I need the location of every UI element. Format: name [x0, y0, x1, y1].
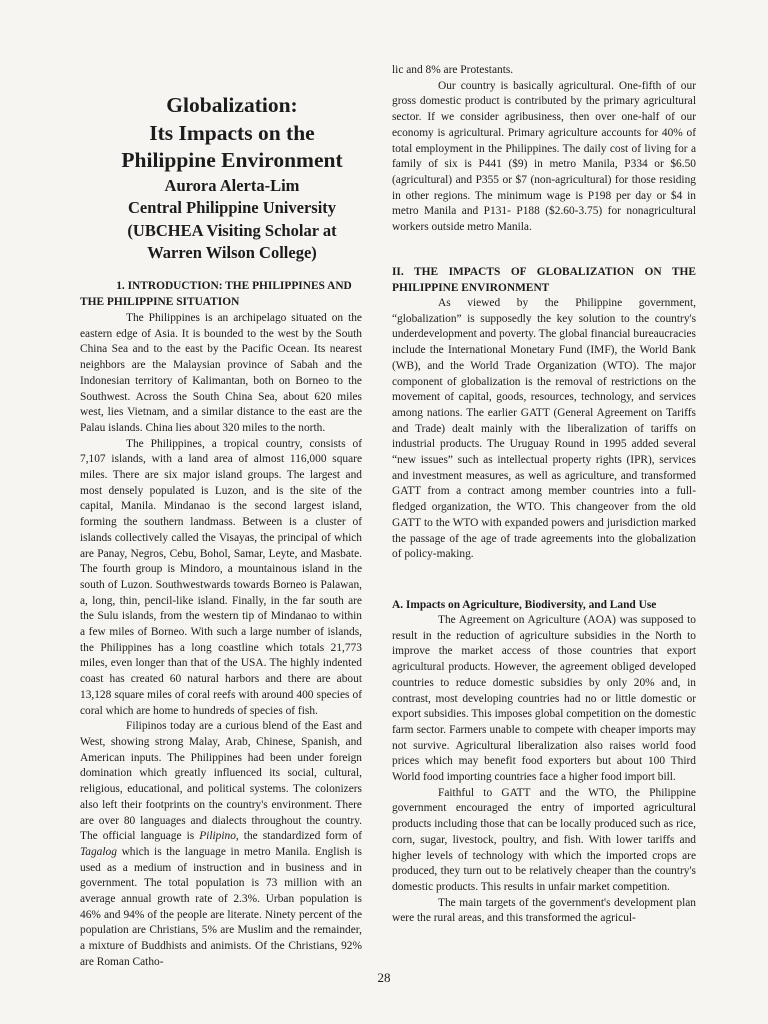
- author-note-2: Warren Wilson College): [147, 243, 317, 262]
- left-column-body: [80, 311, 362, 971]
- paragraph: lic and 8% are Protestants.: [392, 64, 514, 76]
- paragraph: The Agreement on Agriculture (AOA) was supposed to result in the reduction of agriculture subsidies in the North to improve the market access of those countries that export agricultural products. However, the agreement obliged developed countries to reduce domestic subsidies by only 20% and, in contrast, most developing countries had no or little domestic or export subsidies. This imposes global competition on the domestic farm sector. Farmers unable to compete with cheaper imports may not survive. Agricultural liberalization also raises world food prices which may benefit food exporters but about 100 Third World food importing countries face a higher food import bill.: [392, 614, 696, 784]
- section-1-heading-line-2: THE PHILIPPINE SITUATION: [80, 296, 240, 308]
- right-column-mid: [392, 296, 696, 563]
- paragraph: As viewed by the Philippine government, “globalization” is supposedly the key solution to the country's underdevelopment and poverty. The global financial bureaucracies include the International Monetary Fund (IMF), the World Bank (WB), and the World Trade Organization (WTO). The major component of globalization is the removal of restrictions on the movement of capital, goods, resources, technology, and services among nations. The earlier GATT (General Agreement on Tariffs and Trade) dealt mainly with the liberalization of tariffs on industrial products. The Uruguay Round in 1995 added several “new issues” such as intellectual property rights (IPR), services and investment measures, as well as agriculture, and transformed GATT from a contract among member countries into a full-fledged organization, the WTO. This changeover from the old GATT to the WTO with expanded powers and jurisdiction marked the passage of the age of trade agreements into the globalization of policy-making.: [392, 297, 696, 561]
- title-line-2: Its Impacts on the: [149, 120, 315, 145]
- section-1-heading: [80, 278, 362, 310]
- title-line-1: Globalization:: [166, 93, 298, 117]
- paragraph: Our country is basically agricultural. One-fifth of our gross domestic product is contributed by the primary agricultural sector. If we consider agribusiness, then over one-half of our economy is agricultural. Primary agriculture accounts for 40% of total employment in the Philippines. The daily cost of living for a family of six is P441 ($9) in metro Manila, P334 or $6.50 (agricultural) and P355 or $7 (non-agricultural) for those residing in other regions. The minimum wage is P198 per day or $4 in metro Manila and P131- P188 ($2.60-3.75) for nonagricultural workers outside metro Manila.: [392, 79, 696, 234]
- author-affiliation: Central Philippine University: [127, 198, 337, 217]
- right-column-bottom: [392, 613, 696, 927]
- paragraph: The main targets of the government's development plan were the rural areas, and this transformed the agricul-: [392, 896, 696, 925]
- section-a-heading: A. Impacts on Agriculture, Biodiversity, and Land Use: [392, 599, 657, 611]
- author-name: Aurora Alerta-Lim: [164, 175, 300, 195]
- right-column-top: [392, 63, 696, 236]
- section-1-heading-line-1: 1. INTRODUCTION: THE PHILIPPINES AND: [116, 280, 352, 292]
- page-number: 28: [377, 970, 391, 985]
- paragraph: Filipinos today are a curious blend of the East and West, showing strong Malay, Arab, Chinese, Spanish, and American inputs. The Philippines had been under foreign domination which greatly influenced its social, cultural, religious, educational, and political systems. The colonizers also left their footprints on the country's environment. There are over 80 languages and dialects throughout the country. The official language is Pilipino, the standardized form of Tagalog which is the language in metro Manila. English is used as a medium of instruction and in business and in government. The total population is 73 million with an average annual growth rate of 2.3%. Urban population is 46% and 94% of the people are literate. Ninety percent of the population are Christians, 5% are Muslim and the remainder, a mixture of Buddhists and animists. Of the Christians, 92% are Roman Catho-: [80, 720, 362, 968]
- paragraph: Faithful to GATT and the WTO, the Philippine government encouraged the entry of imported agricultural products including those that can be locally produced such as rice, corn, sugar, livestock, poultry, and fish. With lower tariffs and higher levels of technology with which the imported crops are produced, they turn out to be relatively cheaper than the country's domestic products. This results in unfair market competition.: [392, 786, 696, 893]
- section-2-heading: II. THE IMPACTS OF GLOBALIZATION ON THE PHILIPPINE ENVIRONMENT: [392, 266, 696, 294]
- paragraph: The Philippines is an archipelago situated on the eastern edge of Asia. It is bounded to the west by the South China Sea and to the east by the Pacific Ocean. Its nearest neighbors are the Malaysian province of Sabah and the Indonesian territory of Kalimantan, both on Borneo to the Southwest. Across the South China Sea, about 620 miles west, lies Vietnam, and a similar distance to the east are the Palau islands. China lies about 320 miles to the north.: [80, 312, 362, 434]
- title-line-3: Philippine Environment: [121, 148, 343, 172]
- paragraph: The Philippines, a tropical country, consists of 7,107 islands, with a land area of almost 116,000 square miles. There are six major island groups. The largest and most densely populated is Luzon, and is the site of the capital, Manila. Mindanao is the second largest island, forming the southern landmass. Between is a cluster of islands collectively called the Visayas, the principal of which are Panay, Negros, Cebu, Bohol, Samar, Leyte, and Masbate. The fourth group is Mindoro, a mountainous island in the south of Luzon. Southwestwards towards Borneo is Palawan, a, long, thin, pencil-like island. Finally, in the far south are the Sulu islands, from the western tip of Mindanao to within a few miles of Borneo. With such a large number of islands, the Philippines has a long coastline which totals 21,773 miles, even longer than that of the USA. The highly indented coast has created 60 natural harbors and there are about 13,128 square miles of coral reefs with around 400 species of coral which are home to hundreds of species of fish.: [80, 437, 362, 717]
- author-note-1: (UBCHEA Visiting Scholar at: [127, 220, 337, 240]
- title-block: [82, 92, 382, 265]
